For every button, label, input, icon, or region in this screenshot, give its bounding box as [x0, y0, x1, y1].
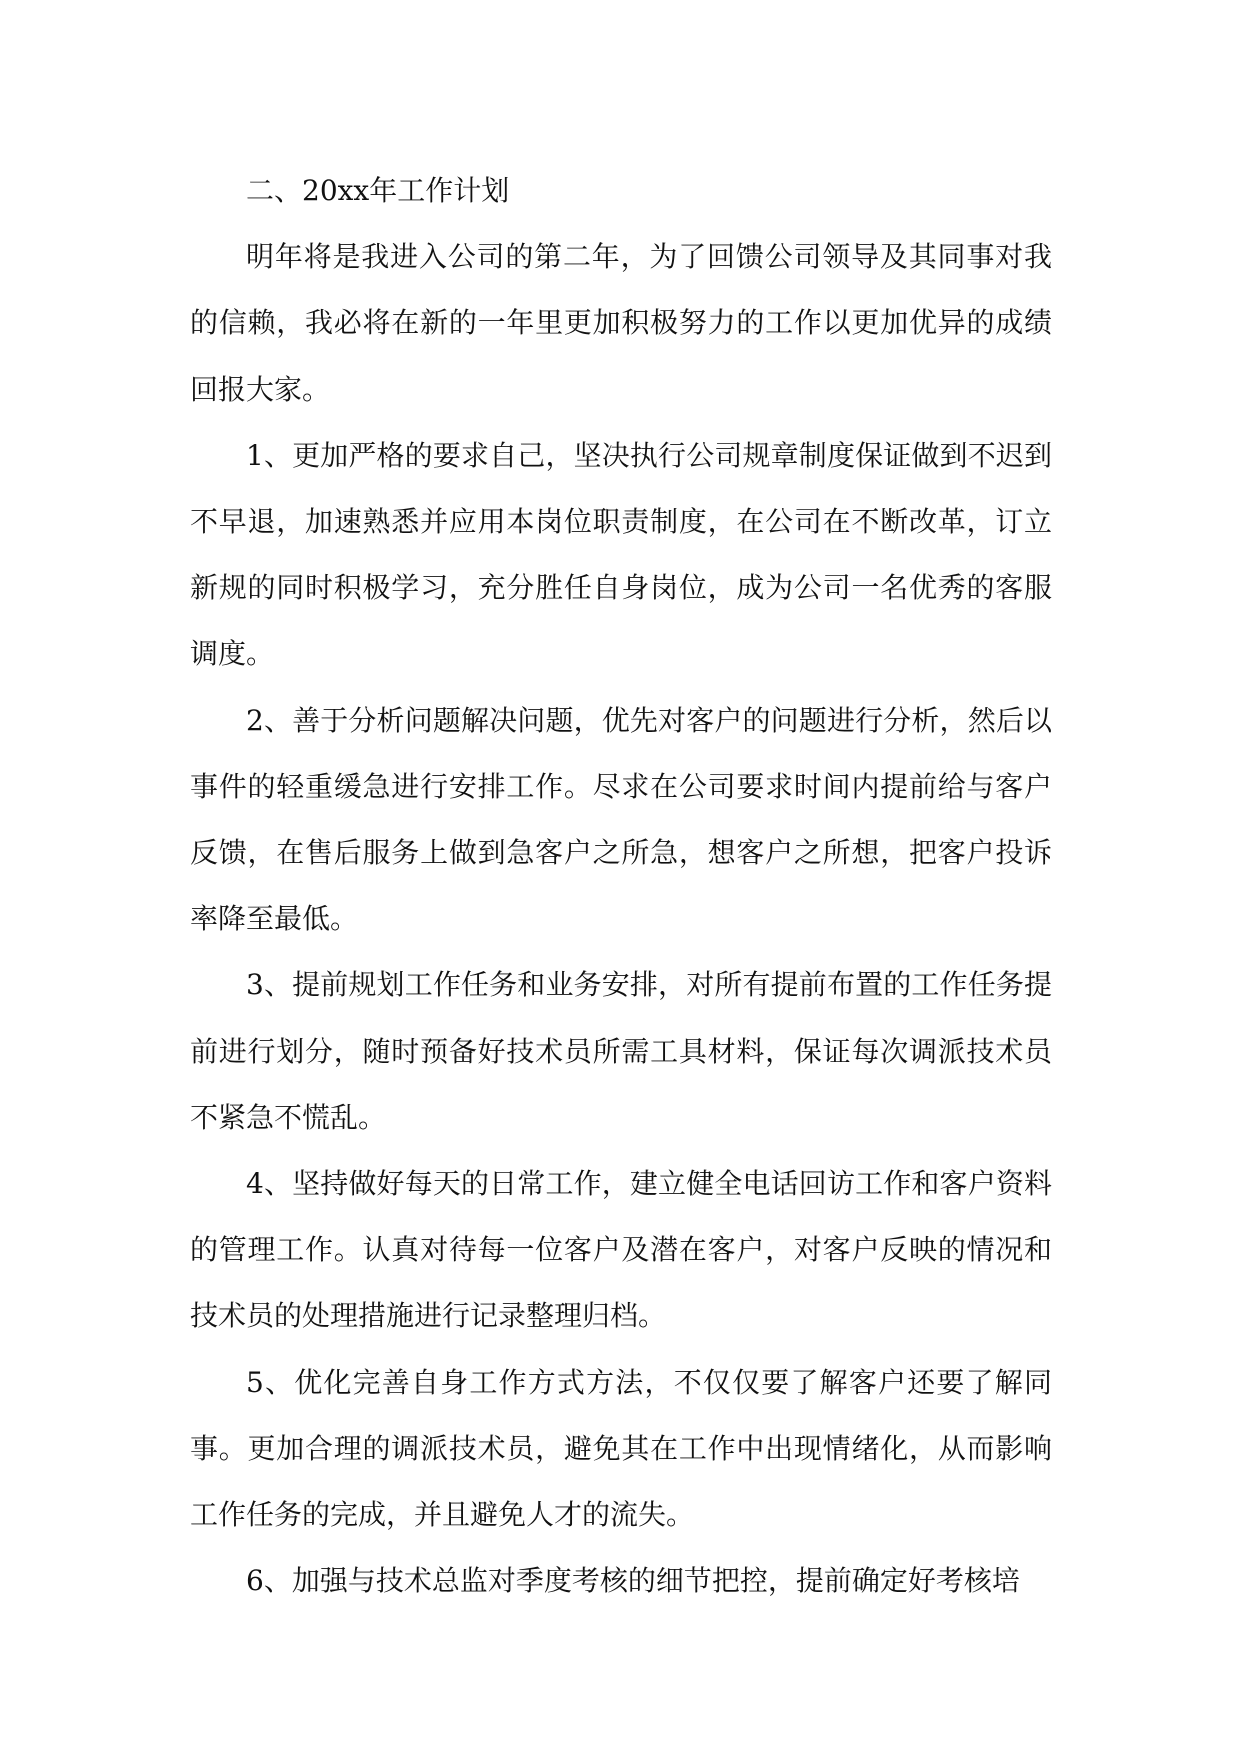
plan-item-2: 2、善于分析问题解决问题，优先对客户的问题进行分析，然后以事件的轻重缓急进行安排工作。尽求在公司要求时间内提前给与客户反馈，在售后服务上做到急客户之所急，想客户之所想，把客户投诉率降至最低。	[190, 703, 1052, 936]
section-heading: 二、20xx年工作计划	[246, 174, 510, 207]
intro-paragraph: 明年将是我进入公司的第二年，为了回馈公司领导及其同事对我的信赖，我必将在新的一年里更加积极努力的工作以更加优异的成绩回报大家。	[190, 240, 1052, 406]
plan-item-4: 4、坚持做好每天的日常工作，建立健全电话回访工作和客户资料的管理工作。认真对待每一位客户及潜在客户，对客户反映的情况和技术员的处理措施进行记录整理归档。	[190, 1167, 1052, 1333]
document-body	[190, 158, 1052, 1614]
plan-item-6: 6、加强与技术总监对季度考核的细节把控，提前确定好考核培	[246, 1564, 1020, 1598]
plan-item-5: 5、优化完善自身工作方式方法，不仅仅要了解客户还要了解同事。更加合理的调派技术员，避免其在工作中出现情绪化，从而影响工作任务的完成，并且避免人才的流失。	[190, 1365, 1052, 1532]
plan-item-1: 1、更加严格的要求自己，坚决执行公司规章制度保证做到不迟到不早退，加速熟悉并应用本岗位职责制度，在公司在不断改革，订立新规的同时积极学习，充分胜任自身岗位，成为公司一名优秀的客服调度。	[190, 438, 1052, 671]
plan-item-3: 3、提前规划工作任务和业务安排，对所有提前布置的工作任务提前进行划分，随时预备好技术员所需工具材料，保证每次调派技术员不紧急不慌乱。	[190, 968, 1052, 1134]
